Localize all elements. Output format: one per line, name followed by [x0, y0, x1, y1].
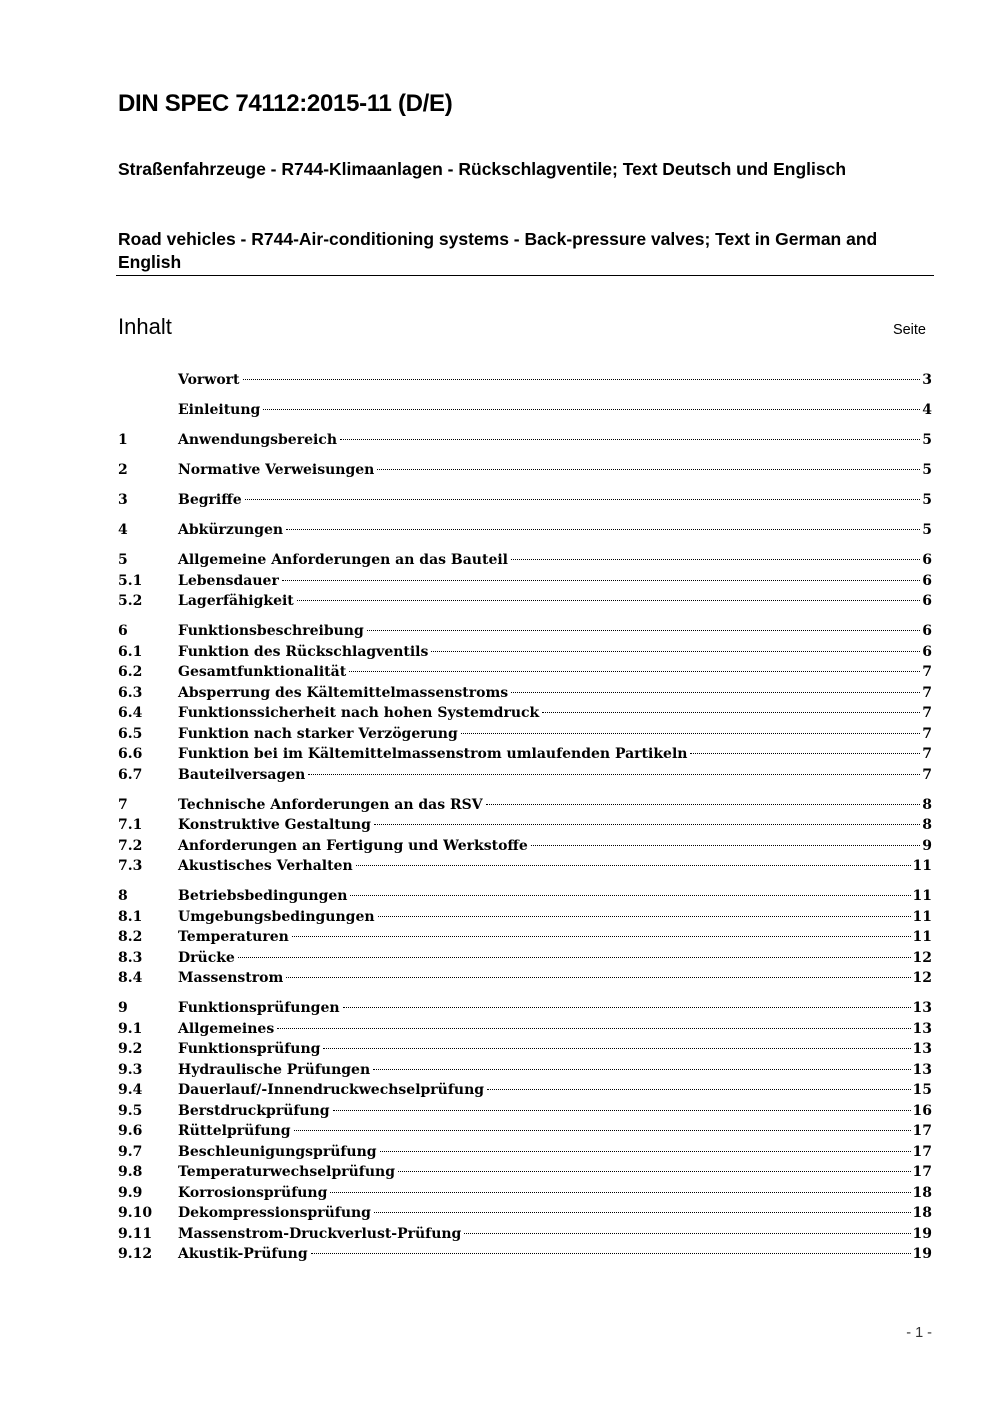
toc-dot-leader: [511, 692, 920, 693]
toc-entry[interactable]: [118, 460, 932, 481]
toc-entry[interactable]: [118, 907, 932, 928]
toc-entry[interactable]: [118, 968, 932, 989]
toc-entry-page: 6: [922, 623, 932, 639]
toc-entry-title: Funktion des Rückschlagventils: [178, 643, 429, 660]
toc-entry-page: 6: [922, 643, 932, 660]
toc-entry-page: 13: [912, 1061, 932, 1078]
toc-entry-page: 6: [922, 593, 932, 609]
toc-entry-page: 13: [912, 1020, 932, 1037]
toc-entry-title: Allgemeine Anforderungen an das Bauteil: [178, 552, 508, 568]
toc-dot-leader: [378, 916, 911, 917]
toc-entry-number: 7: [118, 796, 128, 813]
toc-entry[interactable]: [118, 1101, 932, 1122]
toc-entry[interactable]: [118, 1244, 932, 1265]
toc-entry-title: Dauerlauf/-Innendruckwechselprüfung: [178, 1082, 485, 1098]
toc-entry[interactable]: [118, 1121, 932, 1142]
toc-entry-title: Temperaturwechselprüfung: [178, 1164, 395, 1180]
toc-entry-page: 5: [922, 462, 932, 478]
toc-entry-title: Dekompressionsprüfung: [178, 1205, 371, 1221]
toc-entry[interactable]: [118, 571, 932, 592]
toc-entry-page: 4: [922, 402, 932, 418]
toc-entry[interactable]: [118, 591, 932, 612]
toc-entry-number: 9.10: [118, 1205, 153, 1221]
toc-entry-number: 9.8: [118, 1164, 143, 1180]
toc-entry-number: 5.1: [118, 572, 143, 589]
toc-entry[interactable]: [118, 703, 932, 724]
toc-entry-number: 9.12: [118, 1246, 153, 1262]
toc-entry-number: 6: [118, 623, 128, 639]
toc-page-column-label: Seite: [892, 322, 926, 338]
toc-dot-leader: [277, 1028, 910, 1029]
toc-entry-page: 5: [922, 432, 932, 448]
toc-entry[interactable]: [118, 998, 932, 1019]
toc-dot-leader: [282, 580, 920, 581]
toc-entry-number: 3: [118, 492, 128, 508]
toc-dot-leader: [286, 977, 910, 978]
toc-entry-title: Funktionsbeschreibung: [178, 623, 364, 639]
page-number: - 1 -: [906, 1325, 932, 1341]
toc-entry-number: 9.3: [118, 1061, 143, 1078]
toc-entry-page: 11: [912, 888, 932, 904]
toc-entry[interactable]: [118, 1080, 932, 1101]
toc-entry-title: Anwendungsbereich: [178, 432, 337, 448]
toc-entry-page: 7: [922, 725, 932, 742]
toc-entry-title: Akustisches Verhalten: [178, 858, 353, 874]
toc-entry-title: Berstdruckprüfung: [178, 1102, 330, 1119]
toc-entry-number: 8.1: [118, 908, 143, 925]
toc-dot-leader: [350, 895, 910, 896]
table-of-contents: [118, 370, 932, 1265]
toc-entry-title: Beschleunigungsprüfung: [178, 1143, 377, 1160]
toc-entry-page: 5: [922, 492, 932, 508]
toc-entry-number: 7.3: [118, 858, 143, 874]
toc-entry-page: 15: [912, 1082, 932, 1098]
toc-dot-leader: [294, 1130, 911, 1131]
toc-entry-title: Funktion bei im Kältemittelmassenstrom umlaufenden Partikeln: [178, 746, 688, 762]
toc-entry-page: 7: [922, 766, 932, 783]
toc-entry[interactable]: [118, 550, 932, 571]
toc-entry-page: 6: [922, 552, 932, 568]
toc-entry[interactable]: [118, 948, 932, 969]
toc-entry-number: 7.1: [118, 817, 143, 833]
document-title: DIN SPEC 74112:2015-11 (D/E): [118, 90, 453, 117]
toc-entry-page: 18: [912, 1205, 932, 1221]
toc-entry-title: Allgemeines: [178, 1020, 275, 1037]
toc-dot-leader: [308, 774, 920, 775]
toc-dot-leader: [487, 1089, 910, 1090]
toc-entry-page: 11: [912, 908, 932, 925]
toc-entry[interactable]: [118, 744, 932, 765]
toc-entry-title: Massenstrom-Druckverlust-Prüfung: [178, 1225, 462, 1242]
toc-entry[interactable]: [118, 1224, 932, 1245]
toc-dot-leader: [343, 1007, 911, 1008]
toc-entry[interactable]: [118, 430, 932, 451]
toc-entry-page: 13: [912, 1000, 932, 1016]
toc-entry-number: 9.2: [118, 1041, 143, 1057]
toc-entry-number: 9.6: [118, 1123, 143, 1139]
toc-entry-number: 9.4: [118, 1082, 143, 1098]
toc-entry[interactable]: [118, 520, 932, 541]
toc-dot-leader: [511, 559, 920, 560]
toc-entry-page: 13: [912, 1041, 932, 1057]
toc-entry-number: 7.2: [118, 837, 143, 854]
toc-entry-title: Akustik-Prüfung: [178, 1246, 308, 1262]
toc-entry[interactable]: [118, 662, 932, 683]
toc-entry-number: 6.3: [118, 684, 143, 701]
toc-entry[interactable]: [118, 836, 932, 857]
toc-entry-title: Funktionsprüfungen: [178, 1000, 340, 1016]
toc-title: Inhalt: [118, 314, 172, 339]
toc-entry[interactable]: [118, 1019, 932, 1040]
toc-dot-leader: [461, 733, 920, 734]
toc-entry[interactable]: [118, 856, 932, 877]
subtitle-german: Straßenfahrzeuge - R744-Klimaanlagen - Rückschlagventile; Text Deutsch und Englisch: [118, 159, 847, 179]
toc-dot-leader: [464, 1233, 910, 1234]
toc-dot-leader: [374, 1212, 911, 1213]
toc-entry-page: 19: [912, 1246, 932, 1262]
toc-entry-title: Temperaturen: [178, 929, 289, 945]
toc-entry-page: 7: [922, 664, 932, 680]
toc-entry-title: Einleitung: [178, 402, 261, 418]
toc-entry-page: 7: [922, 746, 932, 762]
toc-entry[interactable]: [118, 400, 932, 421]
toc-entry-number: 6.4: [118, 705, 143, 721]
toc-dot-leader: [486, 804, 921, 805]
toc-dot-leader: [340, 439, 920, 440]
toc-entry-page: 17: [912, 1123, 932, 1139]
toc-entry[interactable]: [118, 621, 932, 642]
title-divider: [116, 275, 934, 276]
toc-entry-title: Vorwort: [178, 372, 240, 388]
toc-entry-title: Normative Verweisungen: [178, 462, 375, 478]
toc-dot-leader: [398, 1171, 911, 1172]
toc-entry-page: 18: [912, 1184, 932, 1201]
toc-dot-leader: [531, 845, 920, 846]
toc-entry-number: 9.11: [118, 1225, 153, 1242]
toc-entry-page: 17: [912, 1143, 932, 1160]
toc-dot-leader: [238, 957, 911, 958]
toc-dot-leader: [333, 1110, 911, 1111]
toc-entry-number: 6.6: [118, 746, 143, 762]
toc-dot-leader: [286, 529, 920, 530]
toc-entry-number: 9.5: [118, 1102, 143, 1119]
toc-dot-leader: [297, 600, 920, 601]
toc-dot-leader: [690, 753, 920, 754]
toc-entry-number: 5: [118, 552, 128, 568]
toc-entry-page: 17: [912, 1164, 932, 1180]
toc-entry-number: 8.2: [118, 929, 143, 945]
toc-dot-leader: [377, 469, 920, 470]
toc-dot-leader: [263, 409, 920, 410]
toc-entry-number: 5.2: [118, 593, 143, 609]
toc-entry-number: 9.7: [118, 1143, 143, 1160]
toc-entry[interactable]: [118, 815, 932, 836]
toc-entry-number: 9.1: [118, 1020, 143, 1037]
toc-entry-title: Massenstrom: [178, 970, 284, 986]
toc-entry[interactable]: [118, 724, 932, 745]
toc-entry-page: 11: [912, 858, 932, 874]
toc-entry-title: Abkürzungen: [178, 522, 284, 538]
toc-entry-page: 16: [912, 1102, 932, 1119]
toc-entry-title: Bauteilversagen: [178, 766, 306, 783]
toc-entry-page: 6: [922, 572, 932, 589]
toc-entry-title: Hydraulische Prüfungen: [178, 1061, 371, 1078]
toc-dot-leader: [431, 651, 920, 652]
toc-entry[interactable]: [118, 1039, 932, 1060]
toc-entry-number: 6.2: [118, 664, 143, 680]
toc-dot-leader: [349, 671, 920, 672]
toc-dot-leader: [330, 1192, 910, 1193]
toc-entry-number: 6.1: [118, 643, 143, 660]
toc-entry-number: 4: [118, 522, 128, 538]
toc-entry-title: Anforderungen an Fertigung und Werkstoffe: [178, 837, 528, 854]
toc-entry-number: 6.5: [118, 725, 143, 742]
toc-entry[interactable]: [118, 490, 932, 511]
toc-entry-page: 11: [912, 929, 932, 945]
toc-entry-page: 19: [912, 1225, 932, 1242]
toc-entry[interactable]: [118, 795, 932, 816]
toc-entry-number: 9.9: [118, 1184, 143, 1201]
toc-entry-number: 6.7: [118, 766, 143, 783]
toc-entry-page: 7: [922, 684, 932, 701]
toc-entry-title: Lagerfähigkeit: [178, 593, 294, 609]
toc-entry[interactable]: [118, 765, 932, 786]
toc-entry-title: Begriffe: [178, 492, 242, 508]
toc-entry-title: Korrosionsprüfung: [178, 1184, 328, 1201]
toc-entry-title: Technische Anforderungen an das RSV: [178, 796, 483, 813]
toc-entry-title: Funktionsprüfung: [178, 1041, 321, 1057]
toc-entry-title: Konstruktive Gestaltung: [178, 817, 371, 833]
toc-entry-page: 12: [912, 949, 932, 966]
toc-entry-number: 1: [118, 432, 128, 448]
toc-dot-leader: [243, 379, 921, 380]
toc-entry[interactable]: [118, 1183, 932, 1204]
toc-dot-leader: [373, 1069, 910, 1070]
toc-entry-title: Funktionssicherheit nach hohen Systemdruck: [178, 705, 540, 721]
toc-entry-title: Rüttelprüfung: [178, 1123, 291, 1139]
toc-dot-leader: [542, 712, 920, 713]
subtitle-english: Road vehicles - R744-Air-conditioning systems - Back-pressure valves; Text in German and English: [118, 229, 878, 272]
toc-entry-title: Gesamtfunktionalität: [178, 664, 347, 680]
toc-entry[interactable]: [118, 683, 932, 704]
toc-dot-leader: [311, 1253, 911, 1254]
toc-entry-page: 5: [922, 522, 932, 538]
toc-entry-page: 12: [912, 970, 932, 986]
toc-dot-leader: [367, 630, 920, 631]
toc-entry-title: Betriebsbedingungen: [178, 888, 348, 904]
toc-entry-page: 8: [922, 796, 932, 813]
toc-entry[interactable]: [118, 1142, 932, 1163]
toc-entry-page: 3: [922, 372, 932, 388]
toc-entry[interactable]: [118, 927, 932, 948]
toc-entry-title: Umgebungsbedingungen: [178, 908, 375, 925]
toc-entry-title: Absperrung des Kältemittelmassenstroms: [178, 684, 509, 701]
toc-entry-page: 8: [922, 817, 932, 833]
toc-dot-leader: [292, 936, 911, 937]
toc-dot-leader: [245, 499, 921, 500]
toc-entry-number: 8.4: [118, 970, 143, 986]
toc-entry-number: 8.3: [118, 949, 143, 966]
toc-entry-page: 9: [922, 837, 932, 854]
toc-dot-leader: [380, 1151, 911, 1152]
toc-entry-title: Lebensdauer: [178, 572, 279, 589]
toc-entry-number: 2: [118, 462, 128, 478]
toc-entry-number: 9: [118, 1000, 128, 1016]
toc-entry-title: Funktion nach starker Verzögerung: [178, 725, 458, 742]
toc-dot-leader: [374, 824, 920, 825]
toc-entry-page: 7: [922, 705, 932, 721]
toc-dot-leader: [356, 865, 911, 866]
toc-entry[interactable]: [118, 370, 932, 391]
toc-entry-number: 8: [118, 888, 128, 904]
toc-entry[interactable]: [118, 1162, 932, 1183]
toc-entry[interactable]: [118, 1060, 932, 1081]
toc-entry[interactable]: [118, 1203, 932, 1224]
toc-entry[interactable]: [118, 642, 932, 663]
toc-entry[interactable]: [118, 886, 932, 907]
toc-dot-leader: [323, 1048, 910, 1049]
toc-entry-title: Drücke: [178, 949, 235, 966]
